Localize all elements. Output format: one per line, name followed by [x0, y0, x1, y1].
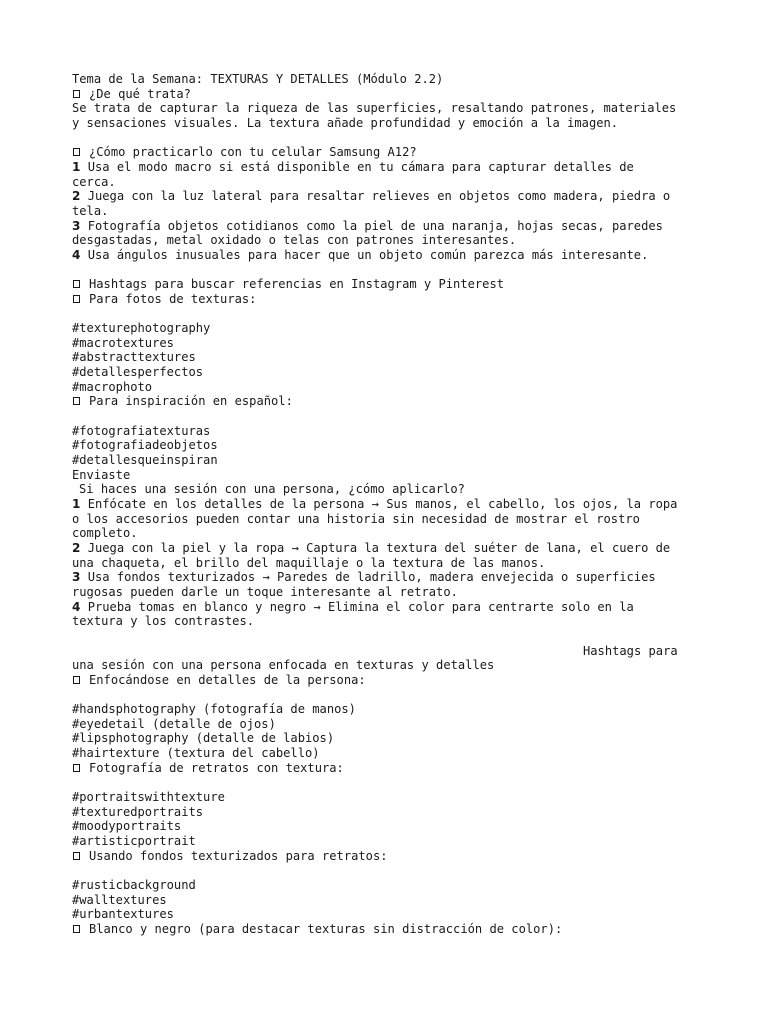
- section-heading-spanish: Para inspiración en español:: [72, 394, 712, 409]
- blank-line: [72, 306, 712, 321]
- document-page: [72, 72, 712, 937]
- section-heading-backgrounds: Usando fondos texturizados para retratos:: [72, 849, 712, 864]
- tip-number: 3: [72, 218, 81, 233]
- checkbox-icon: [73, 852, 80, 860]
- section-heading-how: ¿Cómo practicarlo con tu celular Samsung A12?: [72, 145, 712, 160]
- hashtag-line: #rusticbackground: [72, 877, 196, 892]
- session-tip-line: completo.: [72, 526, 138, 541]
- section-heading-hashtags: Hashtags para buscar referencias en Instagram y Pinterest: [72, 277, 712, 292]
- tip-number: 2: [72, 540, 81, 555]
- hashtag-line: #texturedportraits: [72, 804, 204, 819]
- session-tip-line: 4 Prueba tomas en blanco y negro → Elimina el color para centrarte solo en la: [72, 599, 634, 614]
- paragraph-line: Se trata de capturar la riqueza de las superficies, resaltando patrones, materiales: [72, 101, 677, 116]
- tip-number: 2: [72, 189, 81, 204]
- blank-line: [72, 775, 712, 790]
- paragraph-line: y sensaciones visuales. La textura añade profundidad y emoción a la imagen.: [72, 115, 619, 130]
- checkbox-icon: [73, 925, 80, 933]
- tip-line: 2 Juega con la luz lateral para resaltar relieves en objetos como madera, piedra o: [72, 189, 671, 204]
- tip-number: 4: [72, 247, 81, 262]
- session-tip-line: 3 Usa fondos texturizados → Paredes de ladrillo, madera envejecida o superficies: [72, 570, 656, 585]
- hashtag-line: #fotografiadeobjetos: [72, 438, 218, 453]
- section-heading-bw: Blanco y negro (para destacar texturas sin distracción de color):: [72, 922, 712, 937]
- session-tip-line: textura y los contrastes.: [72, 614, 255, 629]
- tip-number: 3: [72, 570, 81, 585]
- tip-number: 1: [72, 496, 81, 511]
- session-question: Si haces una sesión con una persona, ¿cómo aplicarlo?: [79, 482, 465, 497]
- checkbox-icon: [73, 90, 80, 98]
- hashtag-line: #detallesperfectos: [72, 365, 204, 380]
- document-title: Tema de la Semana: TEXTURAS Y DETALLES (Módulo 2.2): [72, 72, 444, 86]
- session-hashtags-subheading: una sesión con una persona enfocada en texturas y detalles: [72, 658, 495, 673]
- blank-line: [72, 629, 712, 644]
- hashtag-line: #macrotextures: [72, 335, 174, 350]
- blank-line: [72, 409, 712, 424]
- hashtag-line: #urbantextures: [72, 907, 174, 922]
- blank-line: [72, 131, 712, 146]
- checkbox-icon: [73, 295, 80, 303]
- session-tip-line: 1 Enfócate en los detalles de la persona → Sus manos, el cabello, los ojos, la ropa: [72, 496, 678, 511]
- hashtag-line: #hairtexture (textura del cabello): [72, 746, 320, 761]
- hashtag-line: #walltextures: [72, 892, 167, 907]
- tip-line: 3 Fotografía objetos cotidianos como la piel de una naranja, hojas secas, paredes: [72, 218, 663, 233]
- session-tip-line: rugosas pueden darle un toque interesante al retrato.: [72, 584, 458, 599]
- tip-line: desgastadas, metal oxidado o telas con patrones interesantes.: [72, 233, 517, 248]
- tip-number: 1: [72, 159, 81, 174]
- session-tip-line: o los accesorios pueden contar una historia sin necesidad de mostrar el rostro: [72, 511, 640, 526]
- tip-number: 4: [72, 599, 81, 614]
- checkbox-icon: [73, 397, 80, 405]
- sent-label: Enviaste: [72, 467, 131, 482]
- checkbox-icon: [73, 148, 80, 156]
- blank-line: [72, 863, 712, 878]
- hashtag-line: #portraitswithtexture: [72, 790, 225, 805]
- tip-line: 1 Usa el modo macro si está disponible en tu cámara para capturar detalles de: [72, 159, 634, 174]
- section-heading-what: ¿De qué trata?: [72, 87, 712, 102]
- checkbox-icon: [73, 676, 80, 684]
- session-tip-line: una chaqueta, el brillo del maquillaje o la textura de las manos.: [72, 555, 546, 570]
- hashtag-line: #moodyportraits: [72, 819, 182, 834]
- hashtag-line: #macrophoto: [72, 379, 153, 394]
- blank-line: [72, 263, 712, 278]
- section-heading-details: Enfocándose en detalles de la persona:: [72, 673, 712, 688]
- section-heading-portraits: Fotografía de retratos con textura:: [72, 761, 712, 776]
- hashtag-line: #fotografiatexturas: [72, 423, 211, 438]
- hashtag-line: #artisticportrait: [72, 834, 196, 849]
- section-heading-textures: Para fotos de texturas:: [72, 292, 712, 307]
- tip-line: 4 Usa ángulos inusuales para hacer que un objeto común parezca más interesante.: [72, 247, 649, 262]
- tip-line: tela.: [72, 203, 109, 218]
- checkbox-icon: [73, 764, 80, 772]
- hashtag-line: #eyedetail (detalle de ojos): [72, 716, 276, 731]
- session-hashtags-heading: Hashtags para: [583, 643, 678, 658]
- checkbox-icon: [73, 280, 80, 288]
- hashtag-line: #abstracttextures: [72, 350, 196, 365]
- tip-line: cerca.: [72, 174, 116, 189]
- hashtag-line: #texturephotography: [72, 321, 211, 336]
- hashtag-line: #lipsphotography (detalle de labios): [72, 731, 335, 746]
- blank-line: [72, 687, 712, 702]
- hashtag-line: #handsphotography (fotografía de manos): [72, 702, 356, 717]
- hashtag-line: #detallesqueinspiran: [72, 453, 218, 467]
- session-tip-line: 2 Juega con la piel y la ropa → Captura la textura del suéter de lana, el cuero de: [72, 540, 671, 555]
